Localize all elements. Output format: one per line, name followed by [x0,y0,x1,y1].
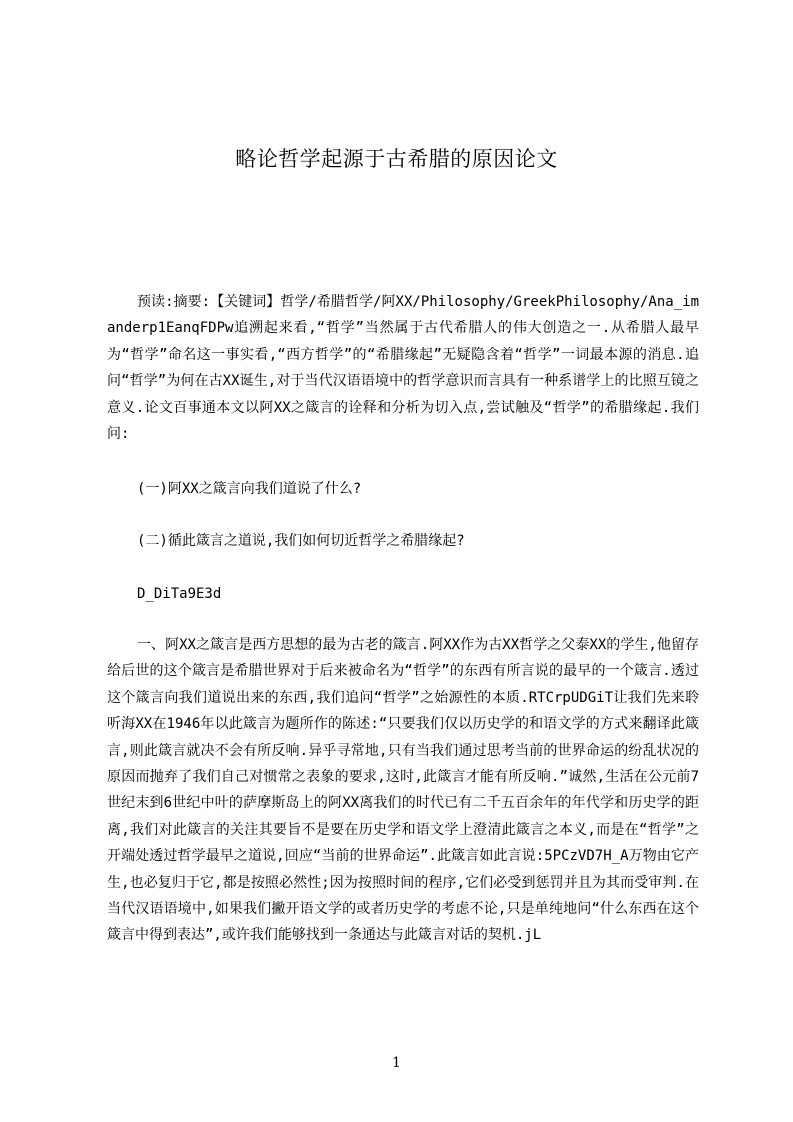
question-two-paragraph: (二)循此箴言之道说,我们如何切近哲学之希腊缘起? [137,533,465,549]
question-one-paragraph: (一)阿XX之箴言向我们道说了什么? [137,481,362,497]
intro-paragraph: 预读:摘要:【关键词】哲学/希腊哲学/阿XX/Philosophy/GreekPhilosophy/Ana_imanderp1EanqFDPw追溯起来看,“哲学”当然属于古代希腊人的伟大创造之一.从希腊人最早为“哲学”命名这一事实看,“西方哲学”的“希腊缘起”无疑隐含着“哲学”一词最本源的消息.追问“哲学”为何在古XX诞生,对于当代汉语语境中的哲学意识而言具有一种系谱学上的比照互镜之意义.论文百事通本文以阿XX之箴言的诠释和分析为切入点,尝试触及“哲学”的希腊缘起.我们问: [107,294,699,443]
main-paragraph: 一、阿XX之箴言是西方思想的最为古老的箴言.阿XX作为古XX哲学之父泰XX的学生,他留存给后世的这个箴言是希腊世界对于后来被命名为“哲学”的东西有所言说的最早的一个箴言.透过这个箴言向我们道说出来的东西,我们追问“哲学”之始源性的本质.RTCrpUDGiT让我们先来聆听海XX在1946年以此箴言为题所作的陈述:“只要我们仅以历史学的和语文学的方式来翻译此箴言,则此箴言就决不会有所反响.异乎寻常地,只有当我们通过思考当前的世界命运的纷乱状况的原因而抛弃了我们自己对惯常之表象的要求,这时,此箴言才能有所反响.”诚然,生活在公元前7世纪末到6世纪中叶的萨摩斯岛上的阿XX离我们的时代已有二千五百余年的年代学和历史学的距离,我们对此箴言的关注其要旨不是要在历史学和语文学上澄清此箴言之本义,而是在“哲学”之开端处透过哲学最早之道说,回应“当前的世界命运”.此箴言如此言说:5PCzVD7H_A万物由它产生,也必复归于它,都是按照必然性;因为按照时间的程序,它们必受到惩罚并且为其而受审判.在当代汉语语境中,如果我们撇开语文学的或者历史学的考虑不论,只是单纯地问“什么东西在这个箴言中得到表达”,或许我们能够找到一条通达与此箴言对话的契机.jL [107,637,699,944]
document-title: 略论哲学起源于古希腊的原因论文 [235,147,558,171]
code-line: D_DiTa9E3d [137,586,222,602]
page-number: 1 [392,1055,401,1071]
